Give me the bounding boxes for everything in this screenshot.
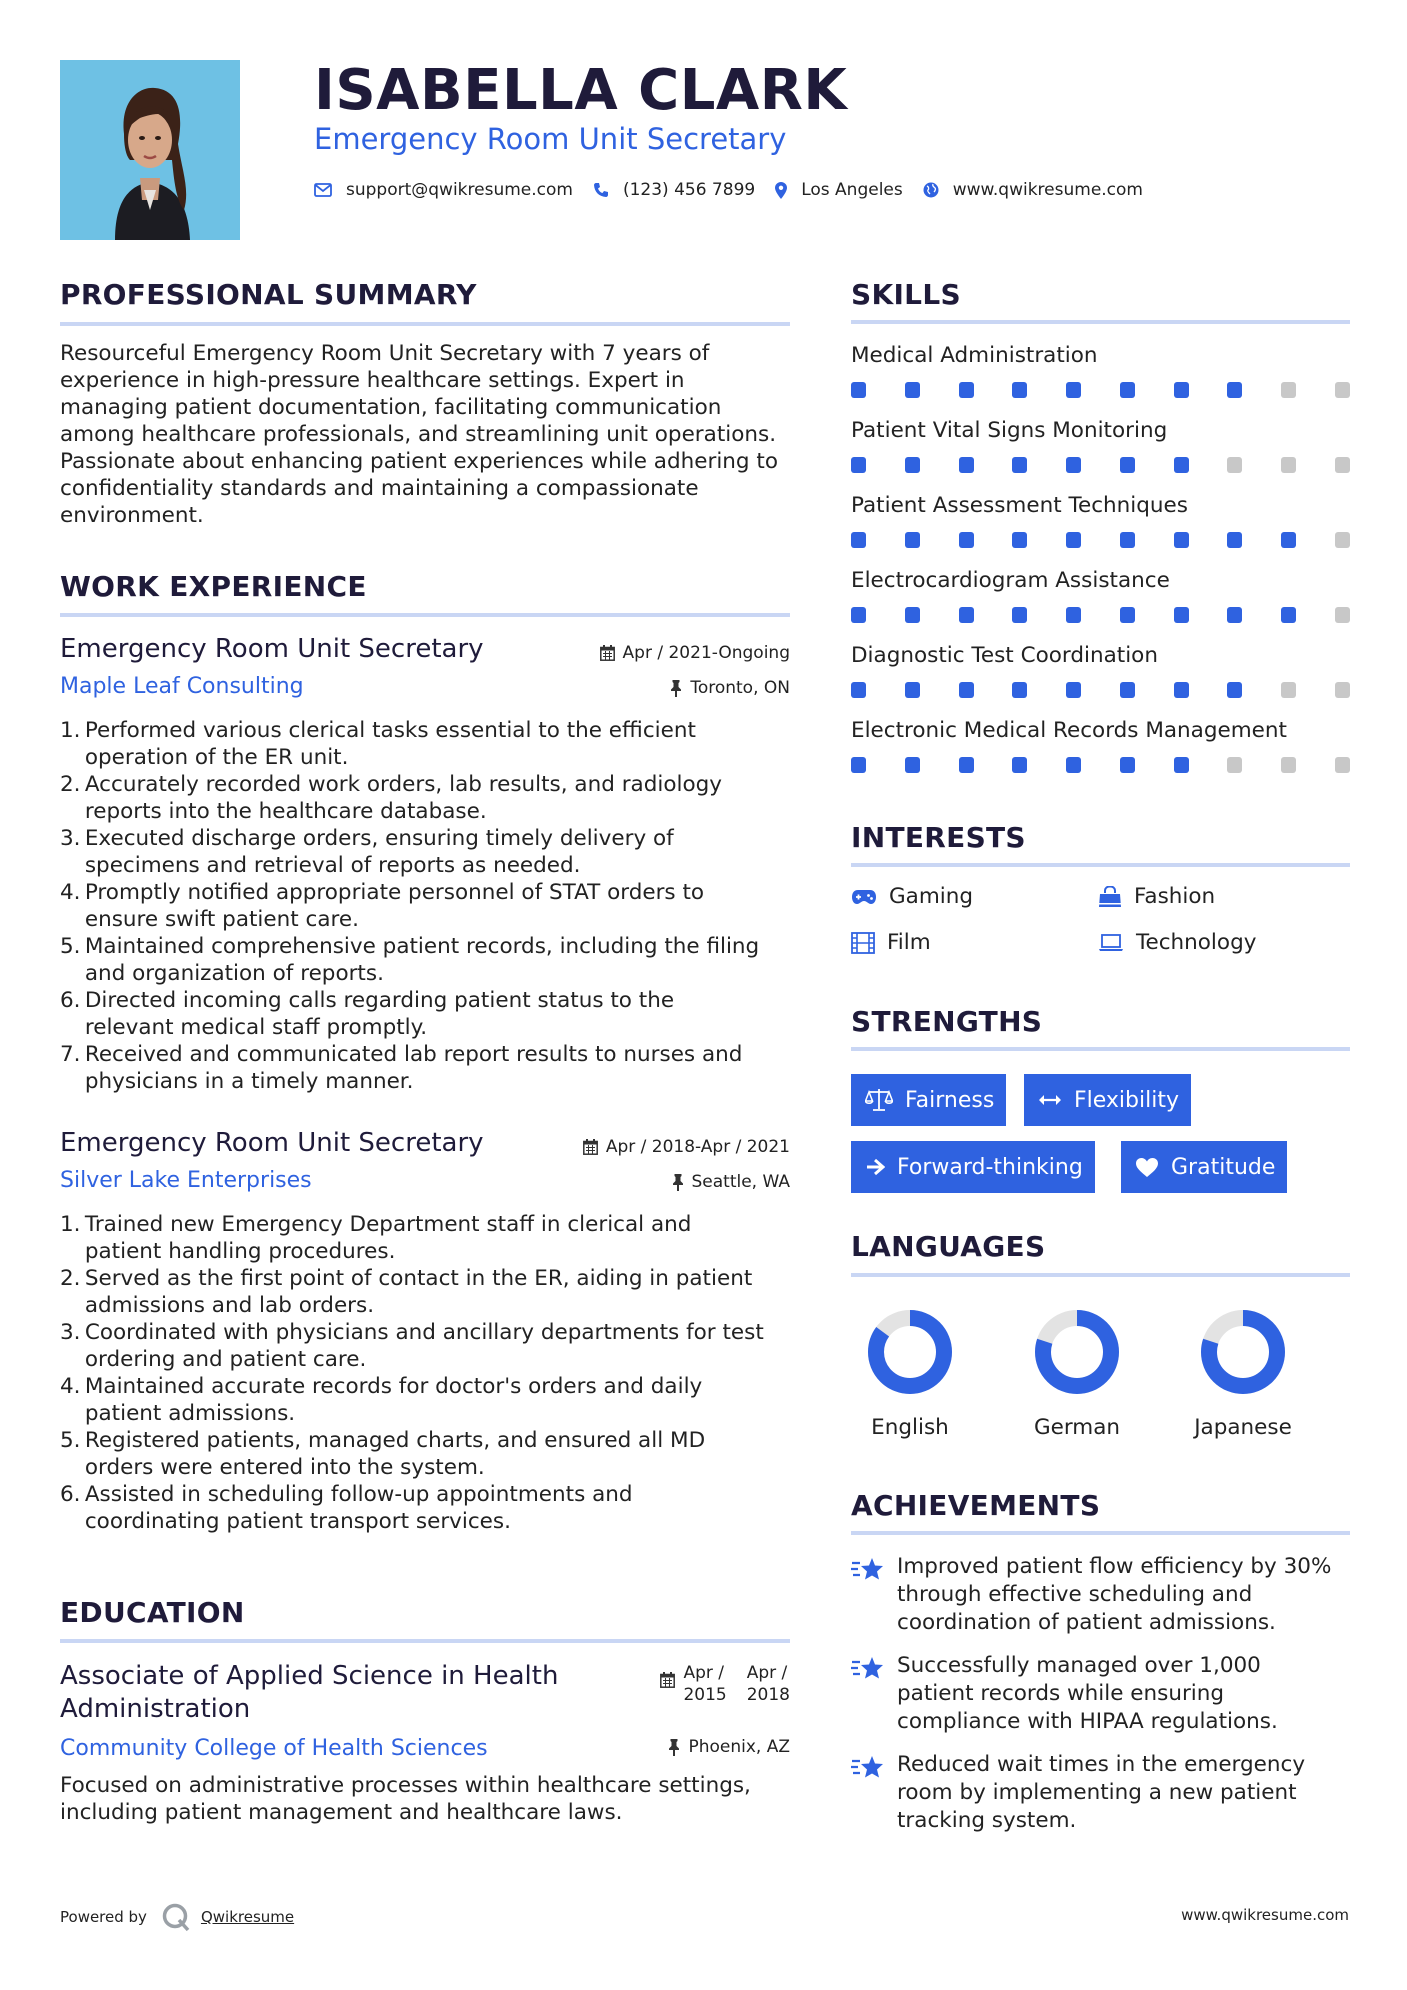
language-name: English — [871, 1415, 949, 1440]
languages-heading: LANGUAGES — [851, 1230, 1046, 1263]
contact-email[interactable] — [314, 180, 573, 200]
rating-dot-empty — [1335, 457, 1350, 473]
rating-dot-empty — [1281, 682, 1296, 698]
skill-rating — [851, 757, 1350, 773]
rating-dot-filled — [1174, 532, 1189, 548]
shooting-star-icon — [851, 1654, 885, 1682]
interest-film: Film — [851, 930, 931, 955]
rating-dot-filled — [905, 682, 920, 698]
strength-tag-gratitude: Gratitude — [1121, 1141, 1287, 1193]
list-item: 1. Trained new Emergency Department staff in clerical and patient handling procedures. — [60, 1212, 692, 1264]
rating-dot-filled — [905, 532, 920, 548]
rating-dot-empty — [1335, 607, 1350, 623]
job-title: Emergency Room Unit Secretary — [60, 634, 484, 664]
calendar-icon — [660, 1672, 675, 1688]
job-location — [672, 1172, 791, 1192]
rating-dot-filled — [959, 757, 974, 773]
rating-dot-filled — [1120, 757, 1135, 773]
profile-photo — [60, 60, 240, 240]
rating-dot-filled — [1174, 682, 1189, 698]
location-text: Los Angeles — [801, 180, 903, 200]
skill-rating — [851, 682, 1350, 698]
rating-dot-filled — [905, 382, 920, 398]
rating-dot-filled — [851, 532, 866, 548]
rating-dot-filled — [1012, 457, 1027, 473]
rating-dot-filled — [1012, 532, 1027, 548]
education-location: Phoenix, AZ — [668, 1737, 790, 1757]
rating-dot-filled — [851, 382, 866, 398]
rating-dot-filled — [905, 757, 920, 773]
strength-tag-flexibility: Flexibility — [1024, 1074, 1191, 1126]
rating-dot-filled — [1120, 457, 1135, 473]
candidate-role: Emergency Room Unit Secretary — [314, 122, 787, 156]
list-item: 1. Performed various clerical tasks essential to the efficient operation of the ER unit. — [60, 718, 696, 770]
rating-dot-filled — [1066, 532, 1081, 548]
phone-icon — [593, 182, 609, 198]
language-name: Japanese — [1194, 1415, 1292, 1440]
list-item: 3. Executed discharge orders, ensuring timely delivery of specimens and retrieval of reports as needed. — [60, 826, 674, 878]
envelope-icon — [314, 183, 332, 197]
rating-dot-empty — [1281, 757, 1296, 773]
footer-powered-by: Powered by Qwikresume — [60, 1902, 294, 1932]
job-dates-text: Apr / 2018-Apr / 2021 — [605, 1137, 790, 1157]
shooting-star-icon — [851, 1753, 885, 1781]
skill-rating — [851, 607, 1350, 623]
phone-text: (123) 456 7899 — [622, 180, 756, 200]
rating-dot-empty — [1335, 682, 1350, 698]
list-item: 7. Received and communicated lab report results to nurses and physicians in a timely manner. — [60, 1042, 743, 1094]
job-dates — [600, 643, 790, 663]
map-pin-icon — [775, 182, 787, 199]
language-name: German — [1033, 1415, 1121, 1440]
list-item: 2. Served as the first point of contact in the ER, aiding in patient admissions and lab orders. — [60, 1266, 753, 1318]
education-divider — [60, 1639, 790, 1643]
achievement-item: Reduced wait times in the emergency room by implementing a new patient tracking system. — [851, 1751, 1350, 1835]
rating-dot-filled — [851, 757, 866, 773]
list-item: 6. Assisted in scheduling follow-up appointments and coordinating patient transport services. — [60, 1482, 633, 1534]
skill-name: Medical Administration — [851, 343, 1098, 368]
education-description: Focused on administrative processes within healthcare settings, including patient management and healthcare laws. — [60, 1773, 751, 1825]
skills-heading: SKILLS — [851, 278, 961, 311]
rating-dot-empty — [1281, 457, 1296, 473]
qwikresume-logo-icon — [161, 1902, 191, 1932]
pushpin-icon — [670, 680, 682, 697]
rating-dot-filled — [851, 682, 866, 698]
calendar-icon — [600, 645, 615, 661]
rating-dot-filled — [959, 457, 974, 473]
job-dates-text: Apr / 2021-Ongoing — [622, 643, 790, 663]
list-item: 2. Accurately recorded work orders, lab results, and radiology reports into the healthcare database. — [60, 772, 722, 824]
qwikresume-link[interactable]: Qwikresume — [200, 1908, 295, 1926]
rating-dot-filled — [1066, 607, 1081, 623]
experience-divider — [60, 613, 790, 617]
achievement-item: Successfully managed over 1,000 patient records while ensuring compliance with HIPAA regulations. — [851, 1652, 1350, 1736]
website-text: www.qwikresume.com — [952, 180, 1143, 200]
calendar-icon — [583, 1139, 598, 1155]
rating-dot-filled — [959, 682, 974, 698]
rating-dot-filled — [1066, 757, 1081, 773]
rating-dot-filled — [851, 457, 866, 473]
rating-dot-filled — [959, 382, 974, 398]
laptop-icon — [1098, 934, 1124, 952]
list-item: 3. Coordinated with physicians and ancillary departments for test ordering and patient care. — [60, 1320, 764, 1372]
strength-tag-fairness: Fairness — [851, 1074, 1006, 1126]
rating-dot-empty — [1227, 457, 1242, 473]
arrow-right-icon — [865, 1158, 885, 1176]
rating-dot-filled — [905, 607, 920, 623]
contact-phone[interactable] — [593, 180, 755, 200]
rating-dot-filled — [1066, 382, 1081, 398]
skill-name: Patient Assessment Techniques — [851, 493, 1188, 518]
interest-gaming: Gaming — [851, 884, 973, 909]
degree-title: Associate of Applied Science in Health Administration — [60, 1661, 559, 1724]
skill-name: Diagnostic Test Coordination — [851, 643, 1158, 668]
rating-dot-empty — [1335, 382, 1350, 398]
summary-divider — [60, 322, 790, 326]
rating-dot-filled — [1012, 757, 1027, 773]
footer-url[interactable]: www.qwikresume.com — [1181, 1906, 1349, 1924]
job-location — [670, 678, 790, 698]
strengths-heading: STRENGTHS — [851, 1005, 1043, 1038]
job-location-text: Seattle, WA — [691, 1172, 790, 1192]
rating-dot-filled — [1120, 382, 1135, 398]
skill-name: Electrocardiogram Assistance — [851, 568, 1170, 593]
pushpin-icon — [668, 1739, 680, 1756]
list-item: 4. Maintained accurate records for doctor's orders and daily patient admissions. — [60, 1374, 703, 1426]
rating-dot-filled — [1012, 382, 1027, 398]
rating-dot-filled — [1012, 682, 1027, 698]
rating-dot-filled — [851, 607, 866, 623]
gamepad-icon — [851, 889, 877, 905]
job-dates — [583, 1137, 790, 1157]
list-item: 4. Promptly notified appropriate personnel of STAT orders to ensure swift patient care. — [60, 880, 705, 932]
rating-dot-filled — [1012, 607, 1027, 623]
languages-divider — [851, 1273, 1350, 1277]
language-donut — [1183, 1302, 1303, 1406]
job-bullets — [60, 717, 790, 1095]
strengths-divider — [851, 1047, 1350, 1051]
job-location-text: Toronto, ON — [690, 678, 790, 698]
skill-rating — [851, 457, 1350, 473]
summary-text: Resourceful Emergency Room Unit Secretary with 7 years of experience in high-pressure healthcare settings. Expert in managing patient documentation, facilitating communication among healthcare professionals, and streamlining unit operations. Passionate about enhancing patient experiences while adhering to confidentiality standards and maintaining a compassionate environment. — [60, 341, 778, 528]
language-donut — [850, 1302, 970, 1406]
rating-dot-empty — [1227, 757, 1242, 773]
film-icon — [851, 932, 875, 954]
skill-rating — [851, 532, 1350, 548]
achievements-heading: ACHIEVEMENTS — [851, 1489, 1101, 1522]
rating-dot-filled — [1066, 457, 1081, 473]
school-name: Community College of Health Sciences — [60, 1736, 488, 1761]
rating-dot-filled — [1174, 757, 1189, 773]
interests-heading: INTERESTS — [851, 821, 1026, 854]
interests-divider — [851, 863, 1350, 867]
candidate-name: ISABELLA CLARK — [314, 58, 848, 123]
rating-dot-filled — [1227, 532, 1242, 548]
rating-dot-filled — [1066, 682, 1081, 698]
contact-location — [775, 180, 903, 200]
strength-tag-forward-thinking: Forward-thinking — [851, 1141, 1095, 1193]
rating-dot-filled — [1174, 457, 1189, 473]
shopping-bag-icon — [1098, 886, 1122, 908]
rating-dot-filled — [1227, 682, 1242, 698]
list-item: 6. Directed incoming calls regarding patient status to the relevant medical staff promptly. — [60, 988, 675, 1040]
globe-icon — [923, 182, 939, 198]
rating-dot-empty — [1335, 532, 1350, 548]
shooting-star-icon — [851, 1555, 885, 1583]
education-heading: EDUCATION — [60, 1596, 245, 1629]
email-text: support@qwikresume.com — [346, 180, 573, 200]
achievement-item: Improved patient flow efficiency by 30% through effective scheduling and coordination of patient admissions. — [851, 1553, 1350, 1637]
achievements-divider — [851, 1531, 1350, 1535]
rating-dot-filled — [959, 532, 974, 548]
job-bullets — [60, 1211, 790, 1535]
rating-dot-filled — [1174, 382, 1189, 398]
job-company: Maple Leaf Consulting — [60, 674, 304, 699]
rating-dot-filled — [905, 457, 920, 473]
rating-dot-filled — [959, 607, 974, 623]
interest-technology: Technology — [1098, 930, 1256, 955]
interest-fashion: Fashion — [1098, 884, 1215, 909]
job-company: Silver Lake Enterprises — [60, 1168, 312, 1193]
list-item: 5. Maintained comprehensive patient records, including the filing and organization of reports. — [60, 934, 760, 986]
job-title: Emergency Room Unit Secretary — [60, 1128, 484, 1158]
education-dates: Apr / 2015 Apr / 2018 — [660, 1662, 790, 1706]
rating-dot-filled — [1120, 682, 1135, 698]
experience-heading: WORK EXPERIENCE — [60, 570, 367, 603]
rating-dot-filled — [1120, 607, 1135, 623]
skill-name: Electronic Medical Records Management — [851, 718, 1287, 743]
rating-dot-empty — [1335, 757, 1350, 773]
list-item: 5. Registered patients, managed charts, and ensured all MD orders were entered into the system. — [60, 1428, 706, 1480]
language-donut — [1017, 1302, 1137, 1406]
heart-icon — [1135, 1157, 1159, 1178]
pushpin-icon — [672, 1174, 684, 1191]
skill-rating — [851, 382, 1350, 398]
contact-bar — [314, 180, 1163, 200]
summary-heading: PROFESSIONAL SUMMARY — [60, 278, 477, 311]
contact-website[interactable] — [923, 180, 1143, 200]
rating-dot-filled — [1174, 607, 1189, 623]
balance-scale-icon — [865, 1088, 893, 1112]
rating-dot-filled — [1227, 607, 1242, 623]
rating-dot-filled — [1281, 532, 1296, 548]
skills-divider — [851, 320, 1350, 324]
rating-dot-filled — [1227, 382, 1242, 398]
rating-dot-filled — [1281, 607, 1296, 623]
rating-dot-filled — [1120, 532, 1135, 548]
arrows-horizontal-icon — [1038, 1093, 1062, 1107]
skill-name: Patient Vital Signs Monitoring — [851, 418, 1168, 443]
rating-dot-empty — [1281, 382, 1296, 398]
